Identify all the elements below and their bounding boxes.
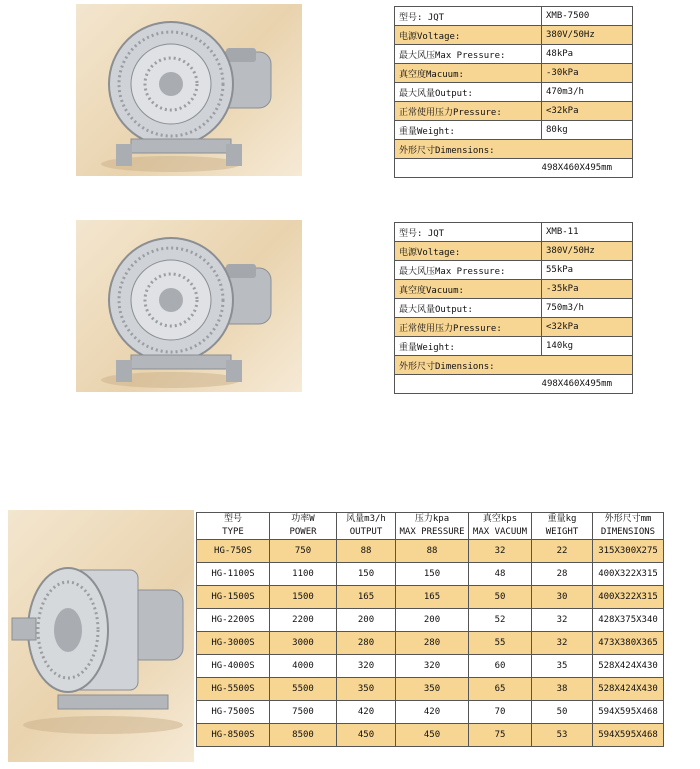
model-comparison-table <box>196 512 664 747</box>
table-cell: 35 <box>532 655 593 678</box>
spec-label: 最大风量Output: <box>395 83 542 102</box>
spec-label: 最大风压Max Pressure: <box>395 45 542 64</box>
table-cell: 2200 <box>270 609 337 632</box>
column-header-zh: 风量m3/h <box>346 514 386 524</box>
table-cell: 750 <box>270 540 337 563</box>
table-cell: HG-7500S <box>197 701 270 724</box>
table-cell: HG-4000S <box>197 655 270 678</box>
table-cell: 22 <box>532 540 593 563</box>
column-header <box>396 513 469 540</box>
spec-value: 55kPa <box>542 261 633 280</box>
table-cell: 30 <box>532 586 593 609</box>
table-row <box>197 540 664 563</box>
spec-label: 电源Voltage: <box>395 26 542 45</box>
table-cell: 350 <box>396 678 469 701</box>
table-cell: 50 <box>532 701 593 724</box>
table-cell: 473X380X365 <box>593 632 664 655</box>
spec-row <box>395 7 633 26</box>
table-cell: 450 <box>396 724 469 747</box>
spec-value: XMB-7500 <box>542 7 633 26</box>
spec-label: 重量Weight: <box>395 337 542 356</box>
spec-label: 电源Voltage: <box>395 242 542 261</box>
spec-label: 型号: JQT <box>395 7 542 26</box>
column-header <box>469 513 532 540</box>
table-row <box>197 563 664 586</box>
table-cell: 75 <box>469 724 532 747</box>
blower-illustration <box>76 4 302 176</box>
spec-value: 498X460X495mm <box>395 375 633 394</box>
spec-value: 750m3/h <box>542 299 633 318</box>
table-cell: HG-1100S <box>197 563 270 586</box>
spec-row <box>395 64 633 83</box>
product-photo-xmb-11 <box>76 220 302 392</box>
table-cell: HG-8500S <box>197 724 270 747</box>
table-cell: 400X322X315 <box>593 586 664 609</box>
table-cell: 60 <box>469 655 532 678</box>
double-stage-blower-illustration <box>8 510 194 762</box>
table-cell: 53 <box>532 724 593 747</box>
spec-value: 48kPa <box>542 45 633 64</box>
table-cell: 7500 <box>270 701 337 724</box>
spec-label: 重量Weight: <box>395 121 542 140</box>
table-cell: 428X375X340 <box>593 609 664 632</box>
spec-row-dimensions-value <box>395 159 633 178</box>
table-cell: 320 <box>396 655 469 678</box>
spec-label: 外形尺寸Dimensions: <box>395 356 633 375</box>
table-cell: 1500 <box>270 586 337 609</box>
table-cell: 450 <box>337 724 396 747</box>
spec-value: 140kg <box>542 337 633 356</box>
table-cell: 55 <box>469 632 532 655</box>
table-row <box>197 678 664 701</box>
column-header-zh: 型号 <box>223 514 242 524</box>
table-cell: 165 <box>337 586 396 609</box>
spec-row <box>395 261 633 280</box>
column-header-en: OUTPUT <box>349 527 383 537</box>
column-header-zh: 功率W <box>291 514 315 524</box>
table-cell: 150 <box>337 563 396 586</box>
spec-value: 380V/50Hz <box>542 242 633 261</box>
column-header <box>197 513 270 540</box>
table-cell: HG-3000S <box>197 632 270 655</box>
spec-label: 真空度Vacuum: <box>395 280 542 299</box>
blower-illustration <box>76 220 302 392</box>
table-cell: 50 <box>469 586 532 609</box>
table-row <box>197 586 664 609</box>
table-cell: 280 <box>337 632 396 655</box>
spec-row-dimensions-value <box>395 375 633 394</box>
table-cell: 38 <box>532 678 593 701</box>
column-header <box>532 513 593 540</box>
spec-row <box>395 102 633 121</box>
spec-value: 380V/50Hz <box>542 26 633 45</box>
spec-row <box>395 242 633 261</box>
table-cell: 32 <box>532 609 593 632</box>
column-header-en: TYPE <box>222 527 244 537</box>
spec-value: -35kPa <box>542 280 633 299</box>
table-cell: 48 <box>469 563 532 586</box>
spec-value: XMB-11 <box>542 223 633 242</box>
table-cell: 3000 <box>270 632 337 655</box>
spec-label: 正常使用压力Pressure: <box>395 318 542 337</box>
table-cell: 150 <box>396 563 469 586</box>
column-header <box>337 513 396 540</box>
table-cell: 200 <box>396 609 469 632</box>
table-cell: HG-750S <box>197 540 270 563</box>
column-header-en: WEIGHT <box>545 527 579 537</box>
table-cell: 528X424X430 <box>593 678 664 701</box>
table-row <box>197 724 664 747</box>
column-header-en: MAX VACUUM <box>472 527 528 537</box>
spec-row-dimensions-label <box>395 356 633 375</box>
table-cell: 28 <box>532 563 593 586</box>
table-cell: 1100 <box>270 563 337 586</box>
column-header-zh: 重量kg <box>547 514 577 524</box>
table-cell: 594X595X468 <box>593 701 664 724</box>
table-cell: 4000 <box>270 655 337 678</box>
product-photo-hg-series <box>8 510 194 762</box>
table-cell: 200 <box>337 609 396 632</box>
spec-table-xmb-7500 <box>394 6 633 178</box>
spec-label: 型号: JQT <box>395 223 542 242</box>
spec-label: 外形尺寸Dimensions: <box>395 140 633 159</box>
spec-value: -30kPa <box>542 64 633 83</box>
table-cell: 88 <box>396 540 469 563</box>
spec-table-xmb-11 <box>394 222 633 394</box>
table-cell: 5500 <box>270 678 337 701</box>
table-cell: 320 <box>337 655 396 678</box>
table-cell: 350 <box>337 678 396 701</box>
spec-row <box>395 299 633 318</box>
table-cell: 32 <box>469 540 532 563</box>
table-cell: 32 <box>532 632 593 655</box>
spec-row <box>395 318 633 337</box>
table-cell: 594X595X468 <box>593 724 664 747</box>
column-header-zh: 真空kps <box>482 514 518 524</box>
spec-row <box>395 26 633 45</box>
spec-row <box>395 280 633 299</box>
spec-row <box>395 83 633 102</box>
table-cell: 280 <box>396 632 469 655</box>
table-cell: 70 <box>469 701 532 724</box>
spec-value: <32kPa <box>542 102 633 121</box>
table-cell: 420 <box>337 701 396 724</box>
spec-value: 498X460X495mm <box>395 159 633 178</box>
column-header-en: POWER <box>289 527 317 537</box>
spec-label: 正常使用压力Pressure: <box>395 102 542 121</box>
table-cell: 165 <box>396 586 469 609</box>
table-row <box>197 701 664 724</box>
spec-value: 80kg <box>542 121 633 140</box>
table-cell: HG-5500S <box>197 678 270 701</box>
spec-row <box>395 121 633 140</box>
table-cell: 528X424X430 <box>593 655 664 678</box>
column-header <box>270 513 337 540</box>
spec-label: 最大风量Output: <box>395 299 542 318</box>
table-cell: 315X300X275 <box>593 540 664 563</box>
column-header <box>593 513 664 540</box>
table-cell: 420 <box>396 701 469 724</box>
spec-row <box>395 223 633 242</box>
product-photo-xmb-7500 <box>76 4 302 176</box>
column-header-en: DIMENSIONS <box>600 527 656 537</box>
spec-value: 470m3/h <box>542 83 633 102</box>
spec-row <box>395 45 633 64</box>
spec-row <box>395 337 633 356</box>
table-cell: 400X322X315 <box>593 563 664 586</box>
spec-value: <32kPa <box>542 318 633 337</box>
table-cell: HG-2200S <box>197 609 270 632</box>
spec-row-dimensions-label <box>395 140 633 159</box>
table-row <box>197 632 664 655</box>
column-header-en: MAX PRESSURE <box>399 527 465 537</box>
table-row <box>197 655 664 678</box>
table-cell: 52 <box>469 609 532 632</box>
column-header-zh: 压力kpa <box>414 514 450 524</box>
table-cell: 8500 <box>270 724 337 747</box>
table-cell: 88 <box>337 540 396 563</box>
table-cell: 65 <box>469 678 532 701</box>
spec-label: 最大风压Max Pressure: <box>395 261 542 280</box>
table-row <box>197 609 664 632</box>
spec-label: 真空度Macuum: <box>395 64 542 83</box>
table-cell: HG-1500S <box>197 586 270 609</box>
column-header-zh: 外形尺寸mm <box>604 514 652 524</box>
